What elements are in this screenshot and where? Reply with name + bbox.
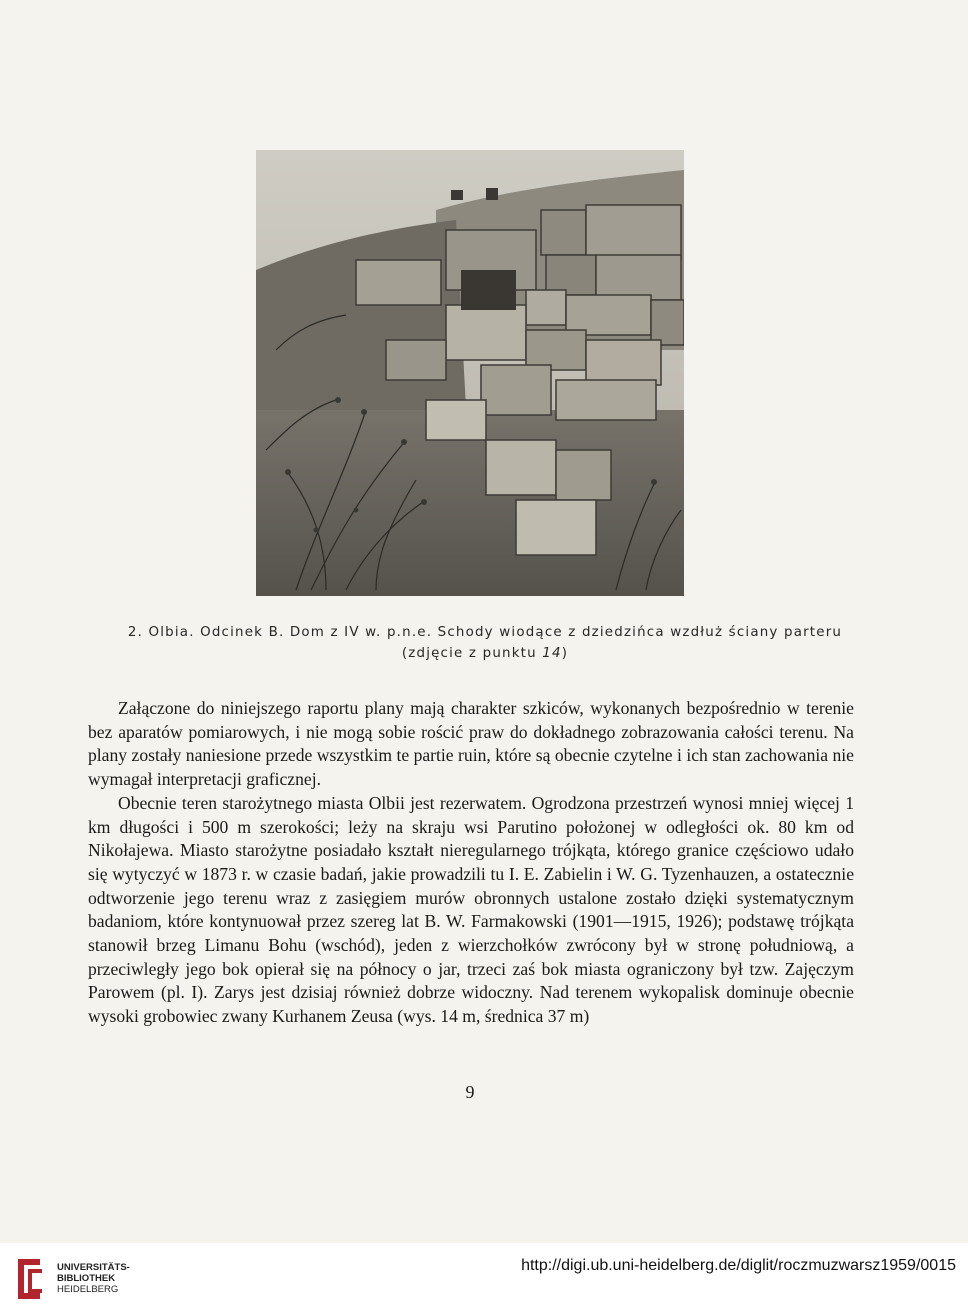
- paragraph-2: Obecnie teren starożytnego miasta Olbii jest rezerwatem. Ogrodzona przestrzeń wynosi mniej więcej 1 km długości i 500 m szerokości; leży na skraju wsi Parutino położonej w odległości ok. 80 km od Nikołajewa. Miasto starożytne posiadało kształt nieregularnego trójkąta, którego granice częściowo udało się wytyczyć w 1873 r. w czasie badań, jakie prowadzili tu I. E. Zabielin i W. G. Tyzenhauzen, a ostatecznie odtworzenie jego terenu wraz z zasięgiem murów obronnych ustalone zostało dzięki systematycznym badaniom, które kontynuował przez szereg lat B. W. Farmakowski (1901—1915, 1926); podstawę trójkąta stanowił brzeg Limanu Bohu (wschód), jeden z wierzchołków zwrócony był w stronę południową, a przeciwległy jego bok opierał się na północy o jar, trzeci zaś bok miasta ograniczony był tzw. Zajęczym Parowem (pl. I). Zarys jest dzisiaj również dobrze widoczny. Nad terenem wykopalisk dominuje obecnie wysoki grobowiec zwany Kurhanem Zeusa (wys. 14 m, średnica 37 m): [88, 792, 854, 1027]
- logo-line-1: UNIVERSITÄTS-: [57, 1262, 130, 1273]
- caption-line-2-suffix: ): [561, 646, 569, 661]
- ruins-photo-illustration: [256, 150, 684, 596]
- page-number: 9: [465, 1082, 475, 1102]
- caption-line-1: 2. Olbia. Odcinek B. Dom z IV w. p.n.e. Schody wiodące z dziedzińca wzdłuż ściany parteru: [127, 625, 843, 640]
- body-text: [88, 697, 854, 1029]
- logo-line-2: BIBLIOTHEK: [57, 1273, 116, 1284]
- caption-line-2: [100, 643, 870, 664]
- caption-photo-point-ref: 14: [542, 646, 562, 661]
- caption-line-2-prefix: (zdjęcie z punktu: [401, 646, 543, 661]
- digitization-footer: [0, 1243, 968, 1312]
- library-logo-icon[interactable]: [10, 1251, 50, 1306]
- logo-line-3: HEIDELBERG: [57, 1284, 119, 1295]
- paragraph-1: Załączone do niniejszego raportu plany mają charakter szkiców, wykonanych bezpośrednio w terenie bez aparatów pomiarowych, i nie mogą sobie rościć praw do dokładnego zobrazowania całości terenu. Na plany zostały naniesione przede wszystkim te partie ruin, które są obecnie czytelne i ich stan zachowania nie wymagał interpretacji graficznej.: [88, 698, 854, 790]
- source-url-link[interactable]: http://digi.ub.uni-heidelberg.de/diglit/roczmuzwarsz1959/0015: [521, 1257, 956, 1274]
- figure-caption: [100, 622, 870, 664]
- library-logo-text[interactable]: [57, 1262, 130, 1295]
- excavation-photograph: [256, 150, 684, 596]
